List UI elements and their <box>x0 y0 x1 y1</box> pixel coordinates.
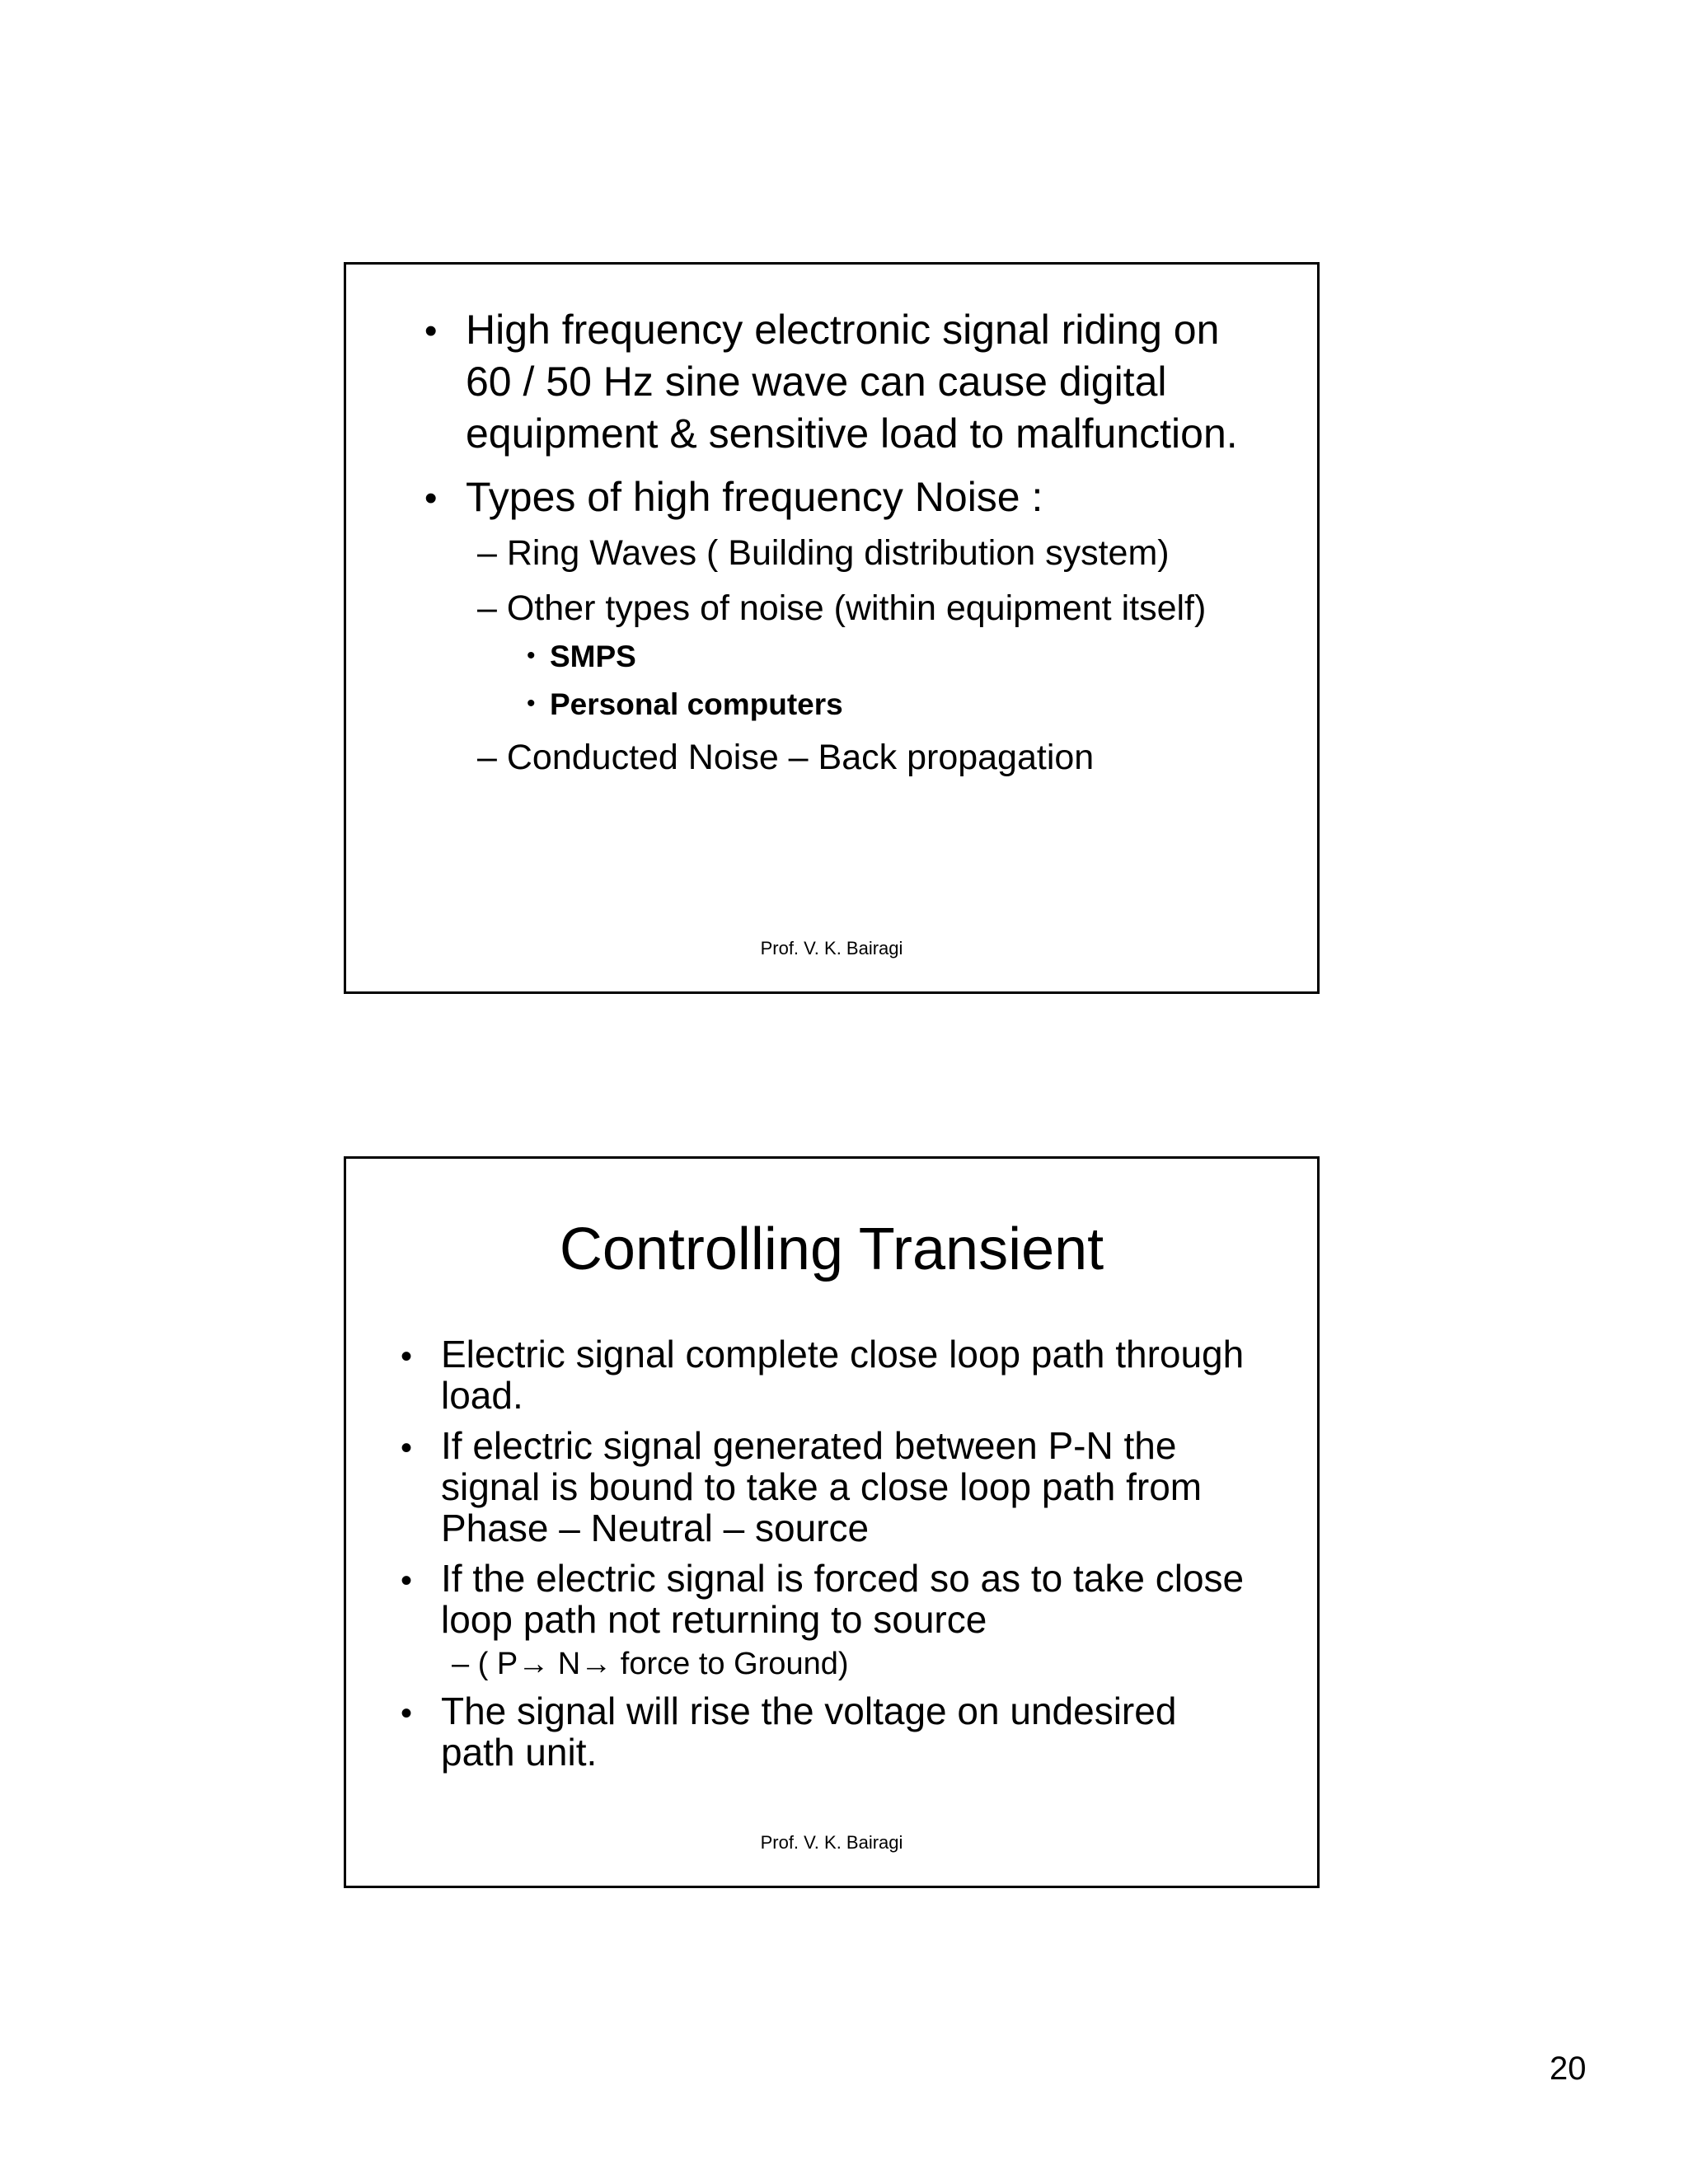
slide1-footer: Prof. V. K. Bairagi <box>760 938 903 958</box>
bullet-glyph: • <box>401 1695 413 1732</box>
slide2-bullet1-line2: load. <box>441 1374 523 1417</box>
bullet-glyph: • <box>424 311 438 351</box>
slide1-bullet2: Types of high frequency Noise : <box>466 474 1043 520</box>
slide1-sub-item-ring-waves: – Ring Waves ( Building distribution system) <box>477 533 1170 573</box>
bullet-glyph: • <box>527 690 536 717</box>
slide2-bullet2-line3: Phase – Neutral – source <box>441 1507 870 1549</box>
slide2-bullet4-line1: The signal will rise the voltage on undesired <box>441 1690 1177 1732</box>
slide1-sub-item-conducted-noise: – Conducted Noise – Back propagation <box>477 738 1095 777</box>
bullet-glyph: • <box>424 478 438 518</box>
bullet-glyph: • <box>401 1563 413 1599</box>
bullet-glyph: • <box>401 1430 413 1466</box>
slide-2 <box>344 1156 1320 1888</box>
slide2-title: Controlling Transient <box>559 1216 1104 1282</box>
slide1-bullet1-line3: equipment & sensitive load to malfunction. <box>466 410 1238 457</box>
slide-1 <box>344 262 1320 994</box>
slide1-sub-item-other-noise: – Other types of noise (within equipment itself) <box>477 588 1207 628</box>
slide2-bullet1-line1: Electric signal complete close loop path through <box>441 1333 1245 1376</box>
slide2-bullet4-line2: path unit. <box>441 1731 598 1774</box>
bullet-glyph: • <box>401 1338 413 1375</box>
bullet-glyph: • <box>527 642 536 669</box>
slide2-bullet3-line1: If the electric signal is forced so as to take close <box>441 1557 1245 1600</box>
slide1-subsub-item-personal-computers: Personal computers <box>550 687 843 721</box>
slide2-bullet2-line2: signal is bound to take a close loop path from <box>441 1465 1203 1508</box>
page-number: 20 <box>1550 2050 1587 2087</box>
slide2-footer: Prof. V. K. Bairagi <box>760 1832 903 1853</box>
slide1-bullet1-line1: High frequency electronic signal riding on <box>466 307 1220 353</box>
slide2-sub-item-force-to-ground: – ( P→ N→ force to Ground) <box>452 1647 849 1681</box>
slide1-subsub-item-smps: SMPS <box>550 640 636 673</box>
slide2-bullet3-line2: loop path not returning to source <box>441 1598 987 1641</box>
slide2-bullet2-line1: If electric signal generated between P-N the <box>441 1424 1177 1467</box>
slide1-bullet1-line2: 60 / 50 Hz sine wave can cause digital <box>466 359 1167 405</box>
